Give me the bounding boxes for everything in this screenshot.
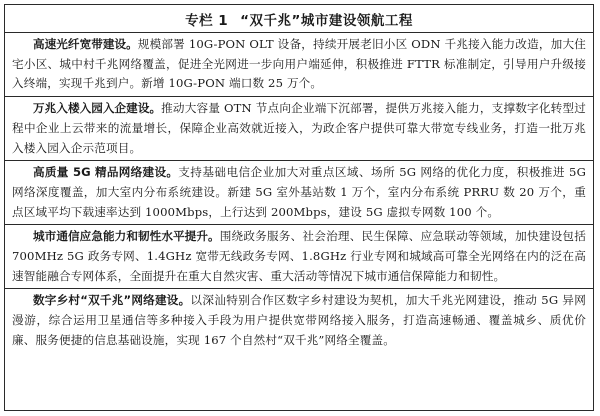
section-heading: 高质量 5G 精品网络建设。	[33, 165, 179, 180]
section-text: 规模部署 10G-PON OLT 设备，持续开展老旧小区 ODN 千兆接入能力改造，加大住宅小区、城中村千兆网络覆盖，促进全光网进一步向用户端延伸，积极推进 FTTR 标准制定，引导用户升级接入终端，实现千兆到户。新增 10G-PON 端口数 25 万个。	[12, 37, 586, 91]
section-5g-network	[5, 160, 593, 224]
section-text: 以深汕特别合作区数字乡村建设为契机，加大千兆光网建设，推动 5G 异网漫游，综合运用卫星通信等多种接入手段为用户提供宽带网络接入服务，打造高速畅通、覆盖城乡、质优价廉、服务便捷的信息基础设施，实现 167 个自然村“双千兆”网络全覆盖。	[12, 293, 586, 347]
column-title: “双千兆”城市建设领航工程	[240, 12, 413, 29]
section-heading: 城市通信应急能力和韧性水平提升。	[33, 229, 220, 244]
section-heading: 高速光纤宽带建设。	[33, 37, 138, 51]
section-10g-access	[5, 96, 593, 160]
section-text: 推动大容量 OTN 节点向企业端下沉部署，提供万兆接入能力，支撑数字化转型过程中企业上云带来的流量增长，保障企业高效就近接入，为政企客户提供可靠大带宽专线业务，打造一批万兆入楼入园入企示范项目。	[12, 101, 586, 155]
column-box	[4, 4, 594, 411]
column-header	[5, 5, 593, 32]
section-digital-village	[5, 288, 593, 352]
section-fiber-broadband	[5, 32, 593, 96]
column-label: 专栏 1	[185, 12, 229, 29]
section-heading: 万兆入楼入园入企建设。	[33, 101, 162, 116]
section-text: 支持基础电信企业加大对重点区域、场所 5G 网络的优化力度，积极推进 5G 网络深度覆盖，加大室内分布系统建设。新建 5G 室外基站数 1 万个，室内分布系统 PRRU 数 20 万个，重点区域平均下载速率达到 1000Mbps，上行达到 200Mbps，建设 5G 虚拟专网数 100 个。	[12, 165, 586, 219]
section-text: 围绕政务服务、社会治理、民生保障、应急联动等领域，加快建设包括 700MHz 5G 政务专网、1.4GHz 宽带无线政务专网、1.8GHz 行业专网和城域高可靠全光网络在内的泛在高速智能融合专网体系，全面提升在重大自然灾害、重大活动等情况下城市通信保障能力和韧性。	[12, 229, 586, 283]
section-heading: 数字乡村“双千兆”网络建设。	[33, 293, 191, 308]
section-emergency-communication	[5, 224, 593, 288]
